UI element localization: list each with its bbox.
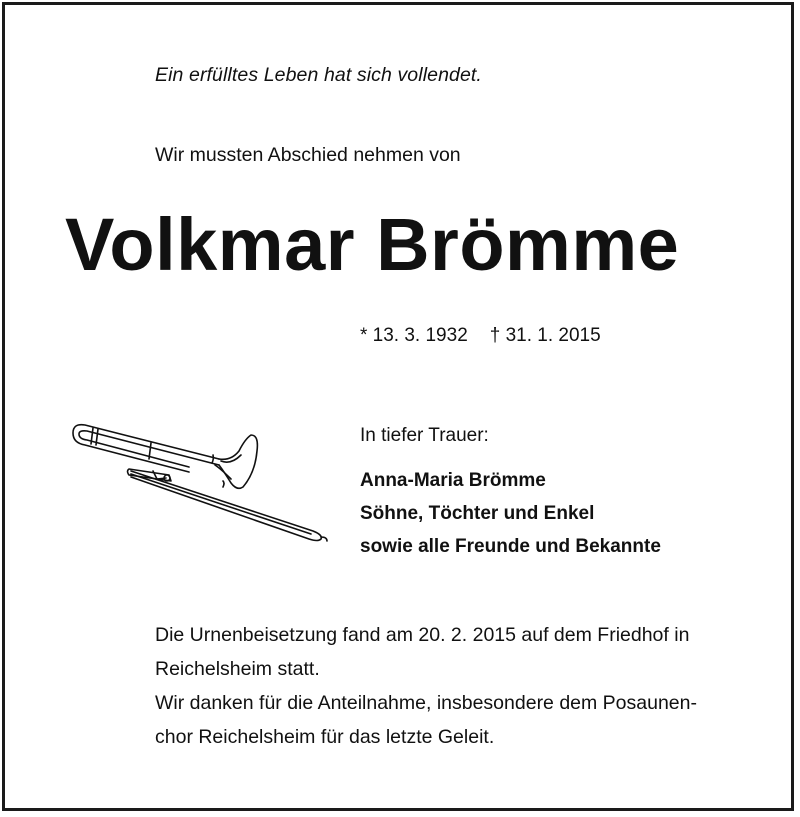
closing-line: Reichelsheim statt. [155,658,320,680]
mourning-label: In tiefer Trauer: [360,425,489,446]
birth-date: * 13. 3. 1932 [360,325,468,346]
intro-text: Wir mussten Abschied nehmen von [155,144,461,166]
mourner-line: Söhne, Töchter und Enkel [360,503,595,524]
closing-line: Die Urnenbeisetzung fand am 20. 2. 2015 auf dem Friedhof in [155,624,690,646]
closing-paragraph [155,618,697,754]
motto-text: Ein erfülltes Leben hat sich vollendet. [155,64,482,86]
closing-line: chor Reichelsheim für das letzte Geleit. [155,726,495,748]
deceased-name: Volkmar Brömme [65,203,680,286]
life-dates [360,325,601,347]
obituary-frame [2,2,794,811]
mourners-list [360,464,661,563]
closing-line: Wir danken für die Anteilnahme, insbesondere dem Posaunen- [155,692,697,714]
mourner-line: Anna-Maria Brömme [360,470,546,491]
death-date: † 31. 1. 2015 [489,325,601,346]
mourner-line: sowie alle Freunde und Bekannte [360,536,661,557]
trombone-icon [71,421,333,543]
